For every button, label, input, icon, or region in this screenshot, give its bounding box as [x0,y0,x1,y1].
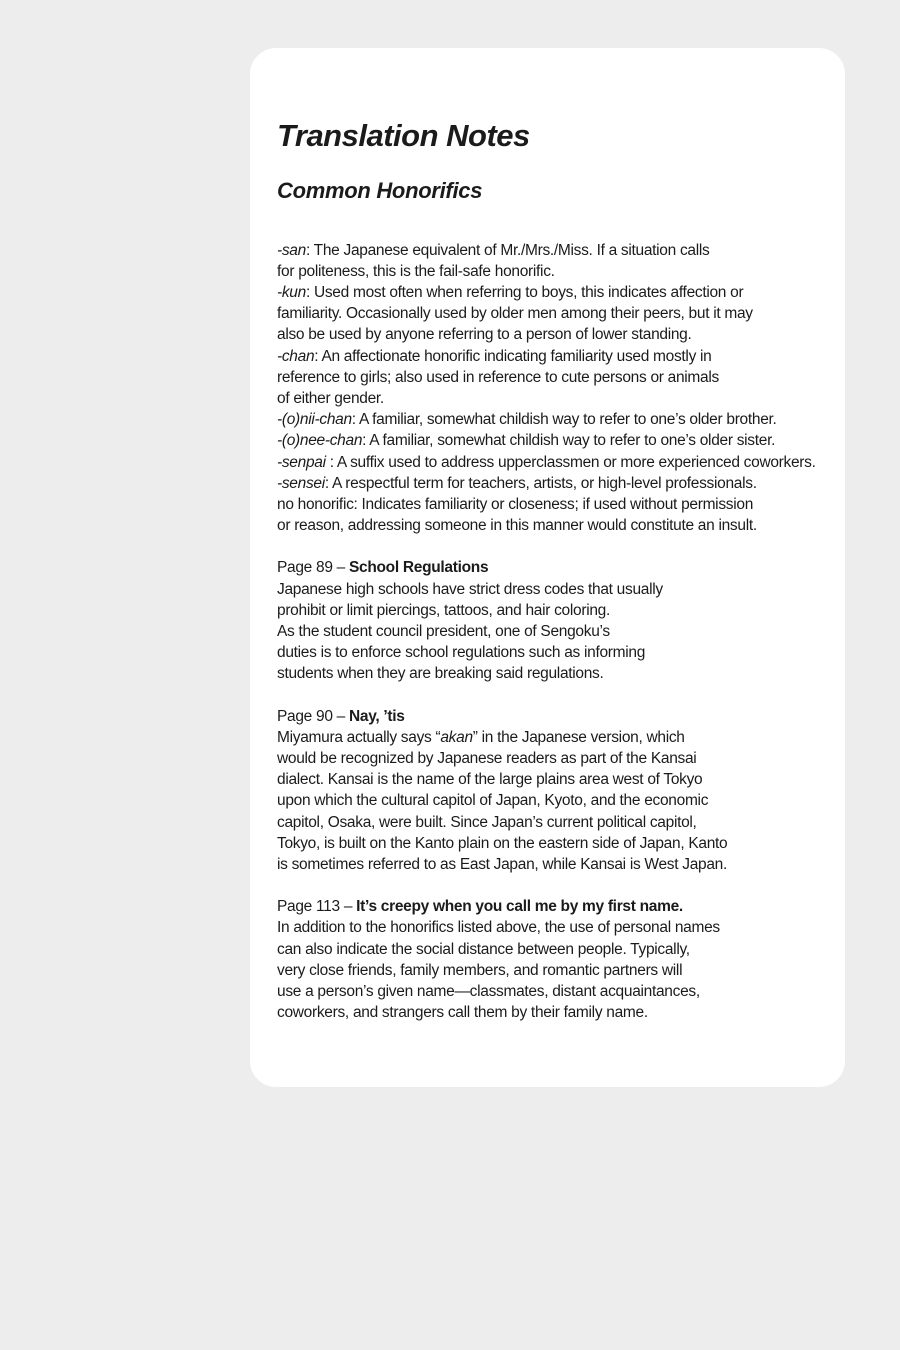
text-line: familiarity. Occasionally used by older men among their peers, but it may [277,305,753,323]
text-line: As the student council president, one of Sengoku’s [277,623,610,641]
text-line: -senpai : A suffix used to address upperclassmen or more experienced coworkers. [277,453,816,471]
text-line: also be used by anyone referring to a person of lower standing. [277,326,692,344]
text-block-page-89-school-regulations [277,557,819,684]
text-block-page-90-nay-tis [277,706,819,876]
page-title: Translation Notes [277,118,530,153]
text-line: of either gender. [277,390,384,408]
text-line: use a person’s given name—classmates, distant acquaintances, [277,983,700,1001]
text-line: no honorific: Indicates familiarity or closeness; if used without permission [277,496,754,514]
text-line: students when they are breaking said regulations. [277,665,604,683]
text-line: -sensei: A respectful term for teachers, artists, or high-level professionals. [277,474,757,492]
text-line: Japanese high schools have strict dress codes that usually [277,580,663,598]
text-line: reference to girls; also used in reference to cute persons or animals [277,368,719,386]
notes-blocks [277,240,819,1024]
text-line: upon which the cultural capitol of Japan, Kyoto, and the economic [277,792,709,810]
text-line: Miyamura actually says “akan” in the Japanese version, which [277,728,685,746]
text-line: duties is to enforce school regulations such as informing [277,644,646,662]
text-line: -(o)nii-chan: A familiar, somewhat childish way to refer to one’s older brother. [277,411,777,429]
text-line: -(o)nee-chan: A familiar, somewhat childish way to refer to one’s older sister. [277,432,776,450]
text-line: very close friends, family members, and romantic partners will [277,961,683,979]
text-line: Page 89 – School Regulations [277,559,489,577]
text-line: -san: The Japanese equivalent of Mr./Mrs./Miss. If a situation calls [277,241,710,259]
text-line: capitol, Osaka, were built. Since Japan’s current political capitol, [277,813,697,831]
text-line: prohibit or limit piercings, tattoos, and hair coloring. [277,601,610,619]
text-block-page-113-first-name [277,896,819,1023]
text-block-common-honorifics-definitions [277,240,819,537]
text-line: for politeness, this is the fail-safe honorific. [277,262,555,280]
text-line: Page 113 – It’s creepy when you call me by my first name. [277,898,683,916]
text-line: dialect. Kansai is the name of the large plains area west of Tokyo [277,771,703,789]
text-line: Tokyo, is built on the Kanto plain on the eastern side of Japan, Kanto [277,834,728,852]
text-line: is sometimes referred to as East Japan, while Kansai is West Japan. [277,856,727,874]
text-line: -kun: Used most often when referring to boys, this indicates affection or [277,284,744,301]
text-line: Page 90 – Nay, ’tis [277,707,405,725]
text-line: or reason, addressing someone in this manner would constitute an insult. [277,517,757,535]
text-line: coworkers, and strangers call them by their family name. [277,1004,648,1022]
text-line: In addition to the honorifics listed above, the use of personal names [277,919,720,937]
translation-notes-card [250,48,845,1087]
text-line: can also indicate the social distance between people. Typically, [277,940,690,958]
section-heading-common-honorifics: Common Honorifics [277,177,483,203]
text-line: -chan: An affectionate honorific indicating familiarity used mostly in [277,347,712,365]
text-line: would be recognized by Japanese readers as part of the Kansai [277,750,697,768]
